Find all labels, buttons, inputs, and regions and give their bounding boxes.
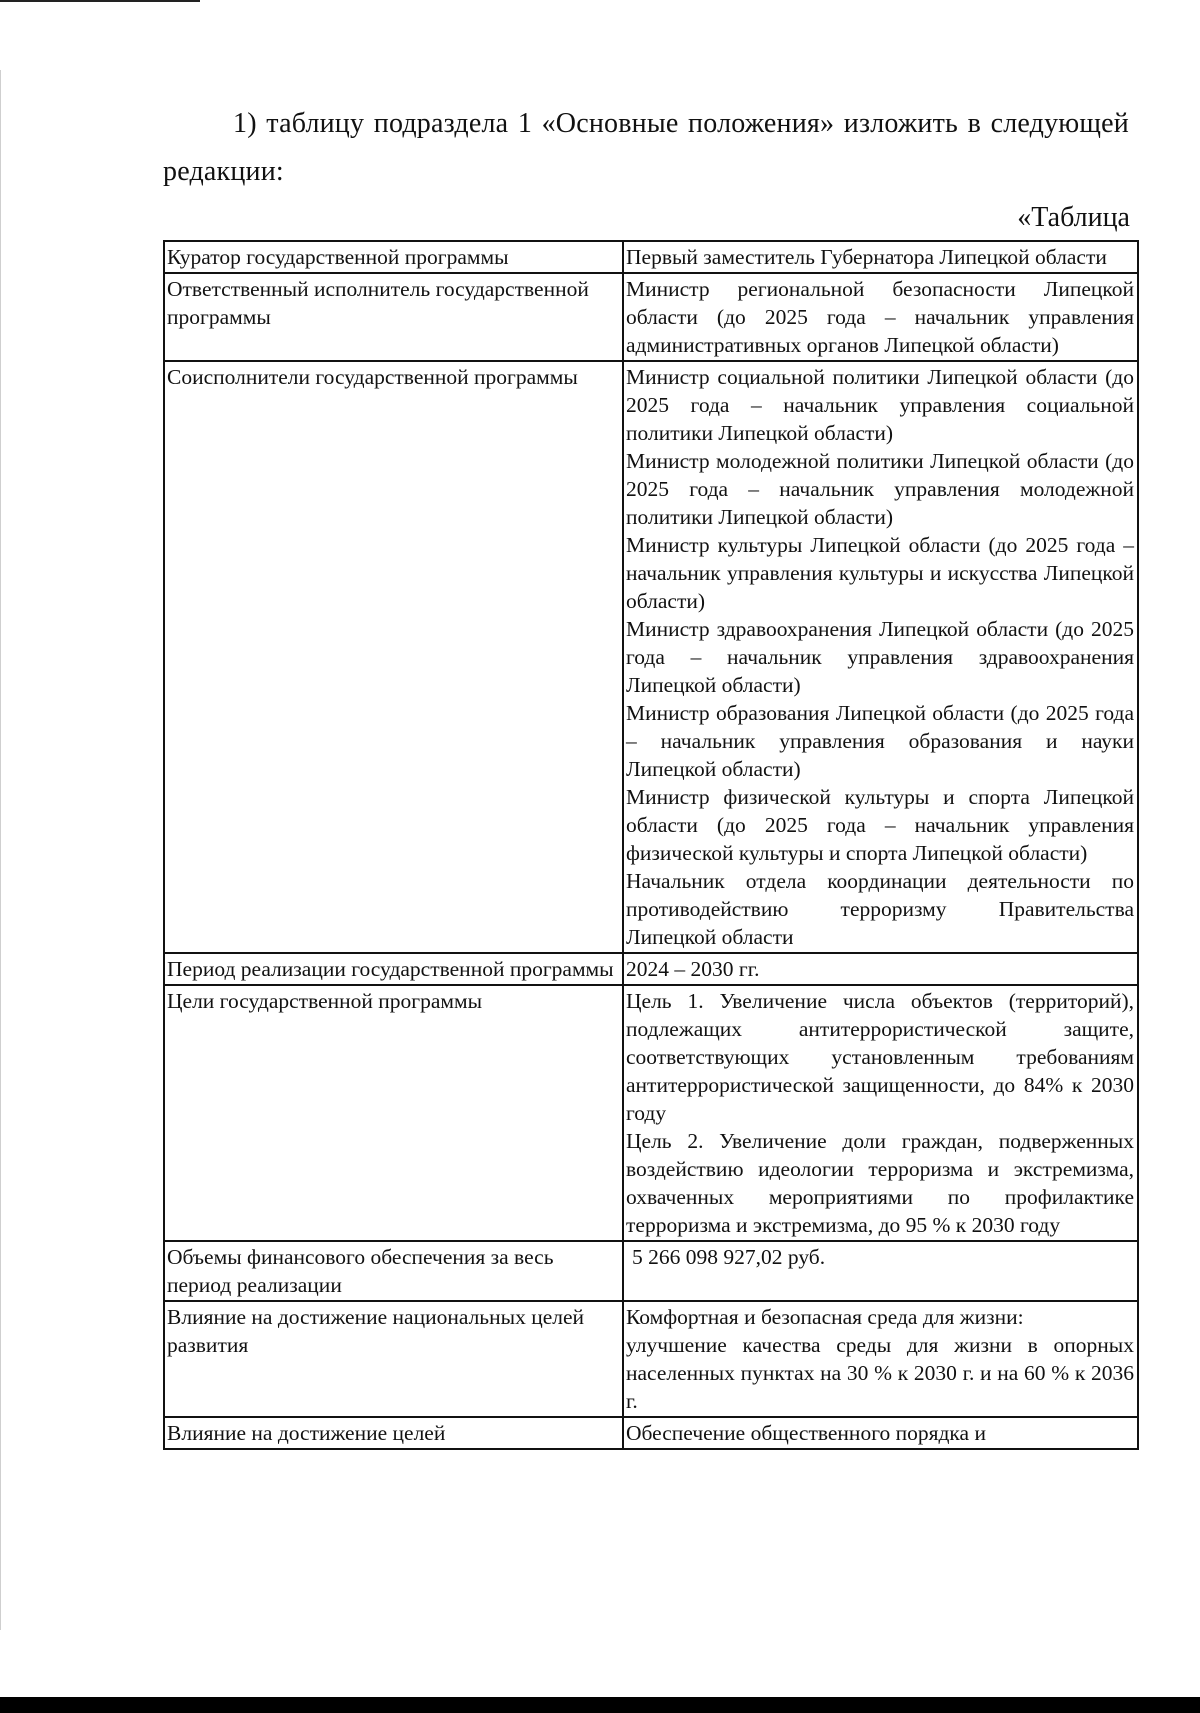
table-row — [164, 1301, 1138, 1417]
table-row — [164, 953, 1138, 985]
row-label-national-goals: Влияние на достижение национальных целей развития — [164, 1301, 623, 1417]
row-label-goals-influence: Влияние на достижение целей — [164, 1417, 623, 1449]
value-paragraph: Цель 2. Увеличение доли граждан, подверженных воздействию идеологии терроризма и экстремизма, охваченных мероприятиями по профилактике терроризма и экстремизма, до 95 % к 2030 году — [626, 1129, 1134, 1237]
row-label-responsible: Ответственный исполнитель государственной программы — [164, 273, 623, 361]
value-paragraph: Министр региональной безопасности Липецкой области (до 2025 года – начальник управления административных органов Липецкой области) — [626, 277, 1134, 357]
value-paragraph: Министр физической культуры и спорта Липецкой области (до 2025 года – начальник управления физической культуры и спорта Липецкой области) — [626, 785, 1134, 865]
table-row — [164, 1417, 1138, 1449]
value-paragraph: 2024 – 2030 гг. — [626, 957, 760, 981]
table-row — [164, 361, 1138, 953]
row-value-co-executors — [623, 361, 1138, 953]
value-paragraph: Министр социальной политики Липецкой области (до 2025 года – начальник управления социальной политики Липецкой области) — [626, 365, 1134, 445]
value-paragraph: Министр образования Липецкой области (до 2025 года – начальник управления образования и науки Липецкой области) — [626, 701, 1134, 781]
table-row — [164, 985, 1138, 1241]
value-paragraph: 5 266 098 927,02 руб. — [632, 1245, 826, 1269]
value-paragraph: Цель 1. Увеличение числа объектов (территорий), подлежащих антитеррористической защите, соответствующих установленным требованиям антитеррористической защищенности, до 84% к 2030 году — [626, 989, 1134, 1125]
table-row — [164, 241, 1138, 273]
program-main-provisions-table — [163, 240, 1139, 1450]
value-paragraph: Начальник отдела координации деятельности по противодействию терроризму Правительства Липецкой области — [626, 869, 1134, 949]
row-label-goals: Цели государственной программы — [164, 985, 623, 1241]
row-value-goals-influence — [623, 1417, 1138, 1449]
table-row — [164, 273, 1138, 361]
scan-bottom-edge — [0, 1697, 1200, 1713]
value-paragraph: Обеспечение общественного порядка и — [626, 1421, 986, 1445]
row-label-financing: Объемы финансового обеспечения за весь период реализации — [164, 1241, 623, 1301]
value-paragraph: Министр здравоохранения Липецкой области (до 2025 года – начальник управления здравоохранения Липецкой области) — [626, 617, 1134, 697]
row-label-curator: Куратор государственной программы — [164, 241, 623, 273]
value-paragraph: Комфортная и безопасная среда для жизни: — [626, 1305, 1024, 1329]
value-paragraph: Министр молодежной политики Липецкой области (до 2025 года – начальник управления молодежной политики Липецкой области) — [626, 449, 1134, 529]
row-value-financing — [623, 1241, 1138, 1301]
row-value-national-goals — [623, 1301, 1138, 1417]
row-label-co-executors: Соисполнители государственной программы — [164, 361, 623, 953]
intro-line-1: 1) таблицу подраздела 1 «Основные положения» изложить в следующей — [233, 108, 1129, 139]
scan-left-edge — [0, 70, 1, 1630]
value-paragraph: улучшение качества среды для жизни в опорных населенных пунктах на 30 % к 2030 г. и на 60 % к 2036 г. — [626, 1333, 1134, 1413]
row-label-period: Период реализации государственной программы — [164, 953, 623, 985]
row-value-curator — [623, 241, 1138, 273]
row-value-responsible — [623, 273, 1138, 361]
value-paragraph: Первый заместитель Губернатора Липецкой области — [626, 245, 1107, 269]
intro-line-2: редакции: — [163, 156, 284, 187]
intro-paragraph — [163, 100, 1129, 196]
row-value-period — [623, 953, 1138, 985]
scan-top-edge — [0, 0, 200, 2]
table-caption: «Таблица — [1017, 202, 1130, 233]
table-row — [164, 1241, 1138, 1301]
value-paragraph: Министр культуры Липецкой области (до 2025 года – начальник управления культуры и искусства Липецкой области) — [626, 533, 1134, 613]
row-value-goals — [623, 985, 1138, 1241]
